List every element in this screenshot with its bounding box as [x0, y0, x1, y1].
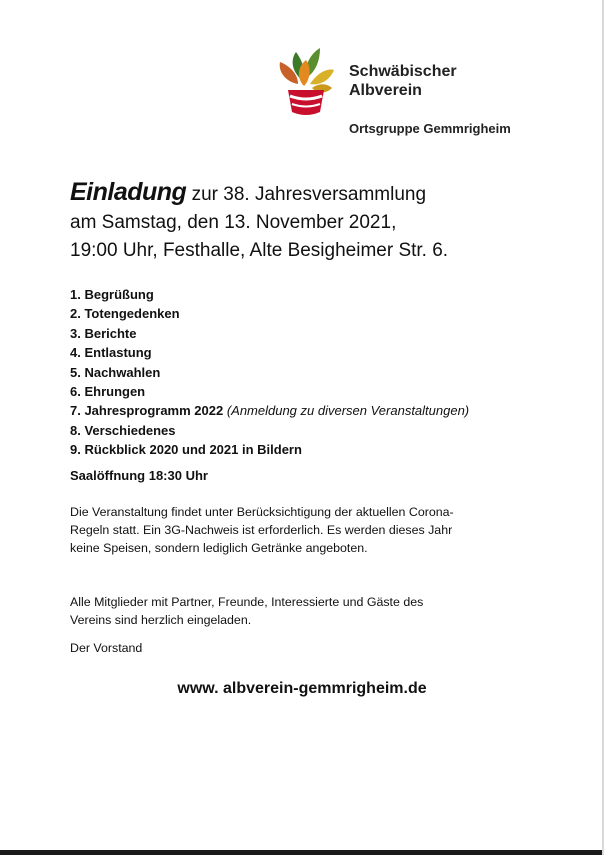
agenda-item: 7. Jahresprogramm 2022	[70, 403, 227, 419]
agenda-item: 4. Entlastung	[70, 345, 152, 361]
members-line1: Alle Mitglieder mit Partner, Freunde, Interessierte und Gäste des	[70, 595, 424, 609]
saal-opening: Saalöffnung 18:30 Uhr	[70, 468, 208, 483]
members-line2: Vereins sind herzlich eingeladen.	[70, 613, 252, 627]
invitation-line2: am Samstag, den 13. November 2021,	[70, 212, 397, 233]
agenda-item: 6. Ehrungen	[70, 384, 146, 400]
agenda-item-with-note	[70, 401, 469, 420]
invitation-line1	[70, 178, 448, 209]
org-name-line2: Albverein	[349, 82, 422, 99]
agenda-item: 1. Begrüßung	[70, 287, 154, 302]
agenda-list	[70, 285, 469, 460]
corona-line1: Die Veranstaltung findet unter Berücksichtigung der aktuellen Corona-	[70, 505, 454, 519]
corona-line2: Regeln statt. Ein 3G-Nachweis ist erforderlich. Es werden dieses Jahr	[70, 523, 453, 537]
agenda-note: (Anmeldung zu diversen Veranstaltungen)	[226, 403, 470, 419]
org-name	[349, 62, 457, 100]
agenda-item: 2. Totengedenken	[70, 306, 180, 322]
website-link[interactable]: www. albverein-gemmrigheim.de	[177, 680, 427, 697]
agenda-item: 8. Verschiedenes	[70, 422, 176, 438]
agenda-item: 5. Nachwahlen	[70, 364, 161, 380]
org-group: Ortsgruppe Gemmrigheim	[349, 121, 511, 136]
corona-line3: keine Speisen, sondern lediglich Getränke angeboten.	[70, 541, 368, 555]
invitation-headline	[70, 178, 448, 265]
agenda-item: 9. Rückblick 2020 und 2021 in Bildern	[70, 442, 302, 458]
org-name-line1: Schwäbischer	[349, 63, 457, 80]
invitation-line1-rest: zur 38. Jahresversammlung	[186, 184, 427, 205]
page-bottom-edge	[0, 850, 604, 855]
invitation-big-word: Einladung	[70, 178, 187, 206]
signature: Der Vorstand	[70, 641, 143, 655]
albverein-logo-icon	[276, 42, 336, 117]
agenda-item: 3. Berichte	[70, 325, 137, 341]
corona-paragraph	[70, 503, 530, 557]
invitation-line3: 19:00 Uhr, Festhalle, Alte Besigheimer Str. 6.	[70, 240, 449, 261]
members-paragraph	[70, 593, 530, 629]
